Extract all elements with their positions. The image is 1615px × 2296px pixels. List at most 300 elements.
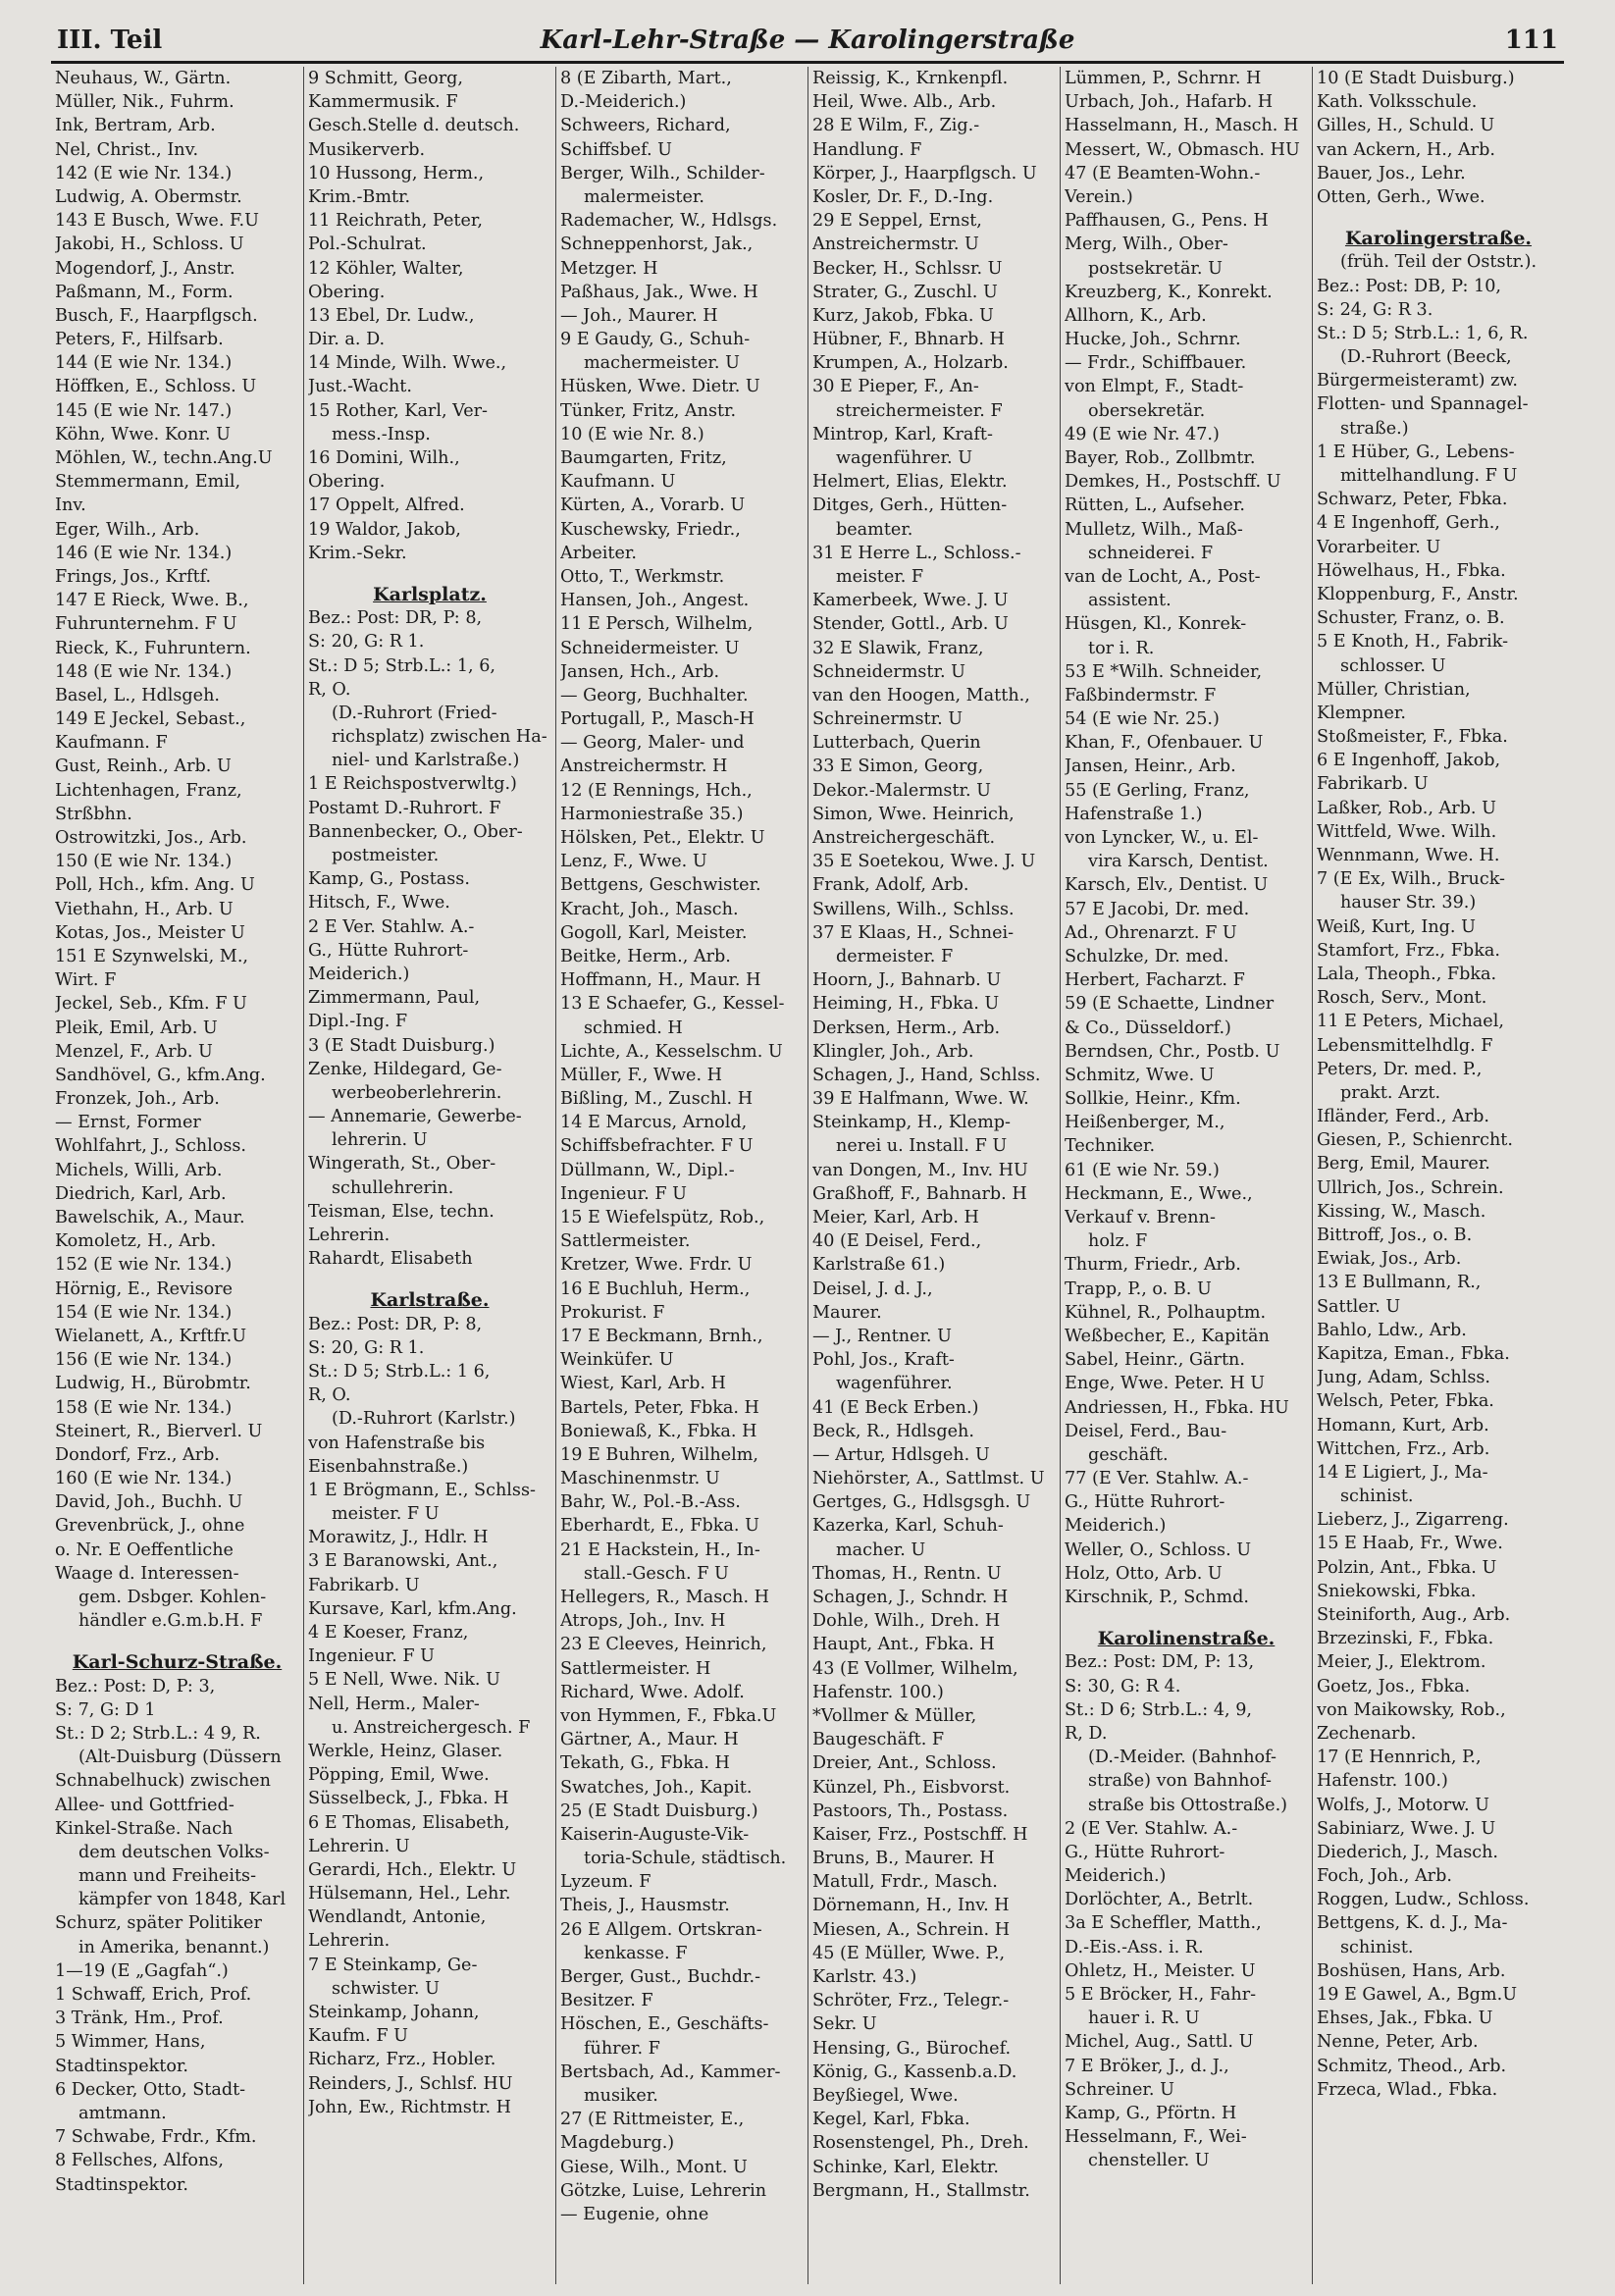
directory-entry: Wiest, Karl, Arb. H <box>560 1374 726 1394</box>
directory-entry: R, O. <box>308 679 351 700</box>
directory-entry: Ohletz, H., Meister. U <box>1065 1960 1256 1981</box>
directory-entry: Beyßiegel, Wwe. <box>812 2085 959 2106</box>
section-label: III. Teil <box>57 26 163 55</box>
directory-entry: Berg, Emil, Maurer. <box>1317 1154 1490 1174</box>
directory-entry: Beitke, Herm., Arb. <box>560 946 731 966</box>
directory-entry: Rosch, Serv., Mont. <box>1317 988 1487 1009</box>
directory-entry: Tünker, Fritz, Anstr. <box>560 400 737 421</box>
directory-entry: Tekath, G., Fbka. H <box>560 1753 730 1774</box>
directory-entry: geschäft. <box>1088 1444 1169 1465</box>
directory-entry: Helmert, Elias, Elektr. <box>812 472 1008 493</box>
directory-entry: von Elmpt, F., Stadt- <box>1065 377 1244 397</box>
directory-entry: Jansen, Hch., Arb. <box>560 661 720 682</box>
directory-entry: gem. Dsbger. Kohlen- <box>78 1588 267 1607</box>
directory-entry: Ifländer, Ferd., Arb. <box>1317 1107 1489 1127</box>
directory-entry: Kaufmann. F <box>55 733 168 754</box>
directory-entry: G., Hütte Ruhrort- <box>308 940 469 961</box>
directory-entry: Hafenstr. 100.) <box>1317 1771 1448 1792</box>
directory-entry: Kazerka, Karl, Schuh- <box>812 1516 1004 1537</box>
directory-entry: dem deutschen Volks- <box>78 1842 270 1862</box>
directory-entry: Bannenbecker, O., Ober- <box>308 821 523 842</box>
directory-entry: Michels, Willi, Arb. <box>55 1160 223 1180</box>
directory-entry: Maschinenmstr. U <box>560 1469 720 1489</box>
directory-entry: 152 (E wie Nr. 134.) <box>55 1255 233 1276</box>
directory-entry: Sollkie, Heinr., Kfm. <box>1065 1089 1241 1110</box>
directory-entry: Mintrop, Karl, Kraft- <box>812 424 993 444</box>
directory-entry: Düllmann, W., Dipl.- <box>560 1160 735 1180</box>
directory-entry: Bruns, B., Maurer. H <box>812 1849 995 1869</box>
directory-entry: 13 E Bullmann, R., <box>1317 1273 1482 1293</box>
directory-entry: St.: D 2; Strb.L.: 4 9, R. <box>55 1723 261 1744</box>
directory-entry: Mulletz, Wilh., Maß- <box>1065 519 1243 540</box>
directory-entry: Dondorf, Frz., Arb. <box>55 1444 220 1465</box>
directory-entry: 25 (E Stadt Duisburg.) <box>560 1800 758 1821</box>
directory-entry: 32 E Slawik, Franz, <box>812 638 984 658</box>
directory-entry: Haupt, Ant., Fbka. H <box>812 1635 995 1655</box>
directory-entry: Pleik, Emil, Arb. U <box>55 1018 218 1038</box>
directory-entry: Hucke, Joh., Schrnr. <box>1065 330 1241 350</box>
directory-entry: 15 Rother, Karl, Ver- <box>308 400 489 421</box>
directory-entry: Hitsch, F., Wwe. <box>308 893 450 913</box>
directory-entry: 1 E Reichspostverwltg.) <box>308 774 517 795</box>
directory-entry: Theis, J., Hausmstr. <box>560 1896 730 1916</box>
directory-entry: 19 E Buhren, Wilhelm, <box>560 1444 759 1465</box>
directory-entry: Ingenieur. F U <box>308 1646 435 1667</box>
directory-entry: Steinkamp, Johann, <box>308 2003 480 2022</box>
directory-entry: Kürten, A., Vorarb. U <box>560 496 746 516</box>
directory-entry: Grevenbrück, J., ohne <box>55 1516 245 1537</box>
directory-entry: von Lyncker, W., u. El- <box>1065 828 1259 848</box>
directory-entry: Hölsken, Pet., Elektr. U <box>560 828 765 848</box>
directory-entry: 12 Köhler, Walter, <box>308 258 464 279</box>
directory-entry: Krim.-Bmtr. <box>308 186 411 207</box>
directory-entry: 30 E Pieper, F., An- <box>812 377 979 397</box>
directory-entry: Bez.: Post: DB, P: 10, <box>1317 276 1501 296</box>
directory-entry: Enge, Wwe. Peter. H U <box>1065 1374 1266 1394</box>
directory-entry: 3a E Scheffler, Matth., <box>1065 1913 1262 1934</box>
directory-entry: Deisel, Ferd., Bau- <box>1065 1421 1227 1441</box>
directory-column <box>51 67 303 2284</box>
directory-entry: richsplatz) zwischen Ha- <box>332 727 547 748</box>
directory-entry: Bittroff, Jos., o. B. <box>1317 1226 1473 1245</box>
directory-entry: Sekr. U <box>812 2014 877 2035</box>
directory-entry: 5 E Knoth, H., Fabrik- <box>1317 632 1509 652</box>
directory-entry: meister. F <box>836 566 924 587</box>
directory-entry: Bayer, Rob., Zollbmtr. <box>1065 448 1256 468</box>
directory-entry: 154 (E wie Nr. 134.) <box>55 1302 233 1323</box>
directory-entry: Verkauf v. Brenn- <box>1065 1208 1216 1227</box>
directory-entry: Bauer, Jos., Lehr. <box>1317 163 1466 183</box>
directory-entry: Frings, Jos., Krftf. <box>55 566 212 587</box>
directory-entry: Weller, O., Schloss. U <box>1065 1539 1252 1560</box>
directory-entry: 19 Waldor, Jakob, <box>308 519 461 540</box>
directory-entry: Welsch, Peter, Fbka. <box>1317 1391 1494 1412</box>
directory-entry: Bez.: Post: DM, P: 13, <box>1065 1652 1255 1673</box>
directory-entry: von Hymmen, F., Fbka.U <box>560 1705 777 1726</box>
directory-entry: Karlstraße 61.) <box>812 1255 946 1276</box>
directory-entry: o. Nr. E Oeffentliche <box>55 1539 234 1560</box>
directory-entry: Richard, Wwe. Adolf. <box>560 1682 745 1702</box>
directory-entry: Swatches, Joh., Kapit. <box>560 1777 753 1798</box>
directory-entry: Dekor.-Malermstr. U <box>812 780 992 801</box>
directory-entry: Sniekowski, Fbka. <box>1317 1581 1477 1601</box>
directory-entry: *Vollmer & Müller, <box>812 1705 977 1726</box>
directory-entry: Hörnig, E., Revisore <box>55 1278 234 1299</box>
directory-entry: Matull, Frdr., Masch. <box>812 1872 998 1893</box>
directory-entry: Brzezinski, F., Fbka. <box>1317 1629 1494 1649</box>
directory-entry: musiker. <box>584 2085 658 2106</box>
directory-entry: 10 (E wie Nr. 8.) <box>560 424 704 444</box>
directory-entry: 142 (E wie Nr. 134.) <box>55 163 233 183</box>
directory-entry: Bertsbach, Ad., Kammer- <box>560 2061 781 2082</box>
directory-entry: 17 (E Hennrich, P., <box>1317 1748 1482 1768</box>
directory-entry: Jansen, Heinr., Arb. <box>1065 757 1236 777</box>
directory-entry: Sattlermeister. H <box>560 1658 711 1679</box>
directory-entry: Lebensmittelhdlg. F <box>1317 1035 1493 1056</box>
directory-entry: Werkle, Heinz, Glaser. <box>308 1741 503 1761</box>
directory-entry: holz. F <box>1088 1231 1148 1252</box>
directory-entry: Ingenieur. F U <box>560 1183 687 1204</box>
directory-entry: David, Joh., Buchh. U <box>55 1492 243 1513</box>
directory-entry: Menzel, F., Arb. U <box>55 1041 213 1062</box>
directory-entry: Eisenbahnstraße.) <box>308 1456 469 1477</box>
directory-entry: Anstreichermstr. U <box>812 235 979 255</box>
directory-entry: Gust, Reinh., Arb. U <box>55 757 232 777</box>
directory-entry: Stemmermann, Emil, <box>55 472 241 493</box>
directory-entry: Ludwig, A. Obermstr. <box>55 186 242 207</box>
directory-entry: Otto, T., Werkmstr. <box>560 566 725 587</box>
directory-entry: Süsselbeck, J., Fbka. H <box>308 1789 509 1809</box>
directory-entry: S: 24, G: R 3. <box>1317 299 1433 320</box>
directory-entry: Demkes, H., Postschff. U <box>1065 472 1281 493</box>
directory-entry: Urbach, Joh., Hafarb. H <box>1065 92 1274 113</box>
directory-entry: Anstreichermstr. H <box>560 757 728 777</box>
directory-entry: mann und Freiheits- <box>78 1866 257 1887</box>
directory-entry: van den Hoogen, Matth., <box>812 685 1030 705</box>
directory-entry: 16 E Buchluh, Herm., <box>560 1278 751 1299</box>
directory-entry: Kaufm. F U <box>308 2026 408 2047</box>
directory-entry: Bartels, Peter, Fbka. H <box>560 1397 759 1418</box>
directory-entry: Frank, Adolf, Arb. <box>812 875 969 896</box>
directory-entry: Bez.: Post: D, P: 3, <box>55 1676 216 1696</box>
directory-entry: Musikerverb. <box>308 139 426 160</box>
directory-entry: Derksen, Herm., Arb. <box>812 1018 1001 1038</box>
directory-entry: 10 Hussong, Herm., <box>308 163 485 183</box>
directory-entry: Schröter, Frz., Telegr.- <box>812 1991 1010 2011</box>
directory-entry: Kaiser, Frz., Postschff. H <box>812 1824 1028 1845</box>
directory-entry: Nenne, Peter, Arb. <box>1317 2032 1479 2053</box>
directory-entry: kenkasse. F <box>584 1943 688 1963</box>
directory-entry: macher. U <box>836 1539 926 1560</box>
directory-entry: 26 E Allgem. Ortskran- <box>560 1919 762 1940</box>
directory-entry: Hüsken, Wwe. Dietr. U <box>560 377 760 397</box>
directory-entry: Hoorn, J., Bahnarb. U <box>812 970 1002 991</box>
directory-entry: Steinkamp, H., Klemp- <box>812 1113 1011 1133</box>
directory-entry: toria-Schule, städtisch. <box>584 1849 787 1869</box>
directory-entry: Schiffsbef. U <box>560 139 672 160</box>
directory-entry: niel- und Karlstraße.) <box>332 751 520 771</box>
directory-entry: Schmitz, Wwe. U <box>1065 1065 1215 1085</box>
directory-entry: Sandhövel, G., kfm.Ang. <box>55 1065 266 1085</box>
directory-entry: Dorlöchter, A., Betrlt. <box>1065 1890 1254 1910</box>
directory-entry: Klempner. <box>1317 703 1406 723</box>
directory-entry: Kreuzberg, K., Konrekt. <box>1065 282 1273 302</box>
directory-entry: nerei u. Install. F U <box>836 1136 1008 1157</box>
directory-entry: Heil, Wwe. Alb., Arb. <box>812 92 997 113</box>
directory-entry: Zimmermann, Paul, <box>308 988 481 1009</box>
directory-entry: Thurm, Friedr., Arb. <box>1065 1255 1241 1276</box>
directory-entry: Karsch, Elv., Dentist. U <box>1065 875 1269 896</box>
directory-entry: vira Karsch, Dentist. <box>1088 852 1269 872</box>
directory-entry: Künzel, Ph., Eisbvorst. <box>812 1777 1011 1798</box>
directory-entry: Lehrerin. <box>308 1226 391 1245</box>
directory-entry: Wittfeld, Wwe. Wilh. <box>1317 821 1497 842</box>
directory-entry: Kirschnik, P., Schmd. <box>1065 1588 1250 1607</box>
directory-entry: Faßbindermstr. F <box>1065 685 1217 705</box>
directory-entry: Hoffmann, H., Maur. H <box>560 970 761 991</box>
directory-entry: 7 (E Ex, Wilh., Bruck- <box>1317 869 1505 890</box>
directory-entry: Höschen, E., Geschäfts- <box>560 2014 769 2035</box>
directory-entry: Allhorn, K., Arb. <box>1065 305 1207 326</box>
street-heading: Karolinenstraße. <box>1097 1628 1276 1650</box>
directory-entry: Techniker. <box>1065 1136 1156 1157</box>
directory-entry: Hesselmann, F., Wei- <box>1065 2127 1247 2148</box>
directory-entry: dermeister. F <box>836 946 954 966</box>
directory-entry: Diederich, J., Masch. <box>1317 1842 1499 1862</box>
directory-entry: schmied. H <box>584 1018 683 1038</box>
directory-entry: Atrops, Joh., Inv. H <box>560 1611 726 1632</box>
directory-entry: Trapp, P., o. B. U <box>1065 1278 1212 1299</box>
directory-entry: Schnabelhuck) zwischen <box>55 1771 271 1792</box>
directory-entry: Michel, Aug., Sattl. U <box>1065 2032 1254 2053</box>
directory-entry: Pol.-Schulrat. <box>308 235 427 255</box>
directory-entry: Karlstr. 43.) <box>812 1967 917 1987</box>
directory-entry: — Annemarie, Gewerbe- <box>308 1107 522 1127</box>
directory-column <box>808 67 1060 2284</box>
directory-entry: 23 E Cleeves, Heinrich, <box>560 1635 767 1655</box>
directory-entry: 14 E Marcus, Arnold, <box>560 1113 748 1133</box>
directory-entry: Khan, F., Ofenbauer. U <box>1065 733 1264 754</box>
directory-entry: Rahardt, Elisabeth <box>308 1249 473 1270</box>
directory-entry: Allee- und Gottfried- <box>55 1795 234 1815</box>
directory-entry: Obering. <box>308 282 386 302</box>
directory-entry: 15 E Haab, Fr., Wwe. <box>1317 1534 1503 1554</box>
directory-entry: St.: D 6; Strb.L.: 4, 9, <box>1065 1699 1252 1720</box>
directory-entry: Hülsemann, Hel., Lehr. <box>308 1884 511 1905</box>
directory-entry: führer. F <box>584 2038 660 2059</box>
directory-entry: Kaiserin-Auguste-Vik- <box>560 1824 750 1845</box>
directory-entry: Postamt D.-Ruhrort. F <box>308 798 501 818</box>
directory-entry: 16 Domini, Wilh., <box>308 448 460 468</box>
directory-entry: Paßhaus, Jak., Wwe. H <box>560 282 758 302</box>
directory-entry: Baumgarten, Fritz, <box>560 448 727 468</box>
directory-entry: mess.-Insp. <box>332 424 431 444</box>
directory-entry: Graßhoff, F., Bahnarb. H <box>812 1183 1027 1204</box>
directory-entry: Homann, Kurt, Arb. <box>1317 1415 1489 1435</box>
directory-entry: 5 E Bröcker, H., Fahr- <box>1065 1985 1257 2005</box>
directory-entry: 77 (E Ver. Stahlw. A.- <box>1065 1469 1249 1489</box>
page-header <box>51 22 1564 64</box>
directory-entry: John, Ew., Richtmstr. H <box>308 2097 512 2117</box>
directory-entry: 47 (E Beamten-Wohn.- <box>1065 163 1261 183</box>
directory-entry: 11 E Persch, Wilhelm, <box>560 614 754 635</box>
directory-entry: Rosenstengel, Ph., Dreh. <box>812 2133 1029 2154</box>
directory-entry: Hellegers, R., Masch. H <box>560 1588 769 1607</box>
directory-entry: (D.-Ruhrort (Beeck, <box>1340 347 1512 368</box>
directory-entry: Komoletz, H., Arb. <box>55 1231 217 1252</box>
directory-entry: Möhlen, W., techn.Ang.U <box>55 448 273 468</box>
directory-entry: Müller, F., Wwe. H <box>560 1065 722 1085</box>
directory-entry: St.: D 5; Strb.L.: 1, 6, R. <box>1317 323 1529 343</box>
directory-entry: Ullrich, Jos., Schrein. <box>1317 1177 1504 1198</box>
directory-entry: 144 (E wie Nr. 134.) <box>55 353 233 374</box>
directory-entry: schwister. U <box>332 1978 440 1999</box>
directory-entry: 2 (E Ver. Stahlw. A.- <box>1065 1818 1238 1839</box>
directory-entry: 2 E Ver. Stahlw. A.- <box>308 916 475 937</box>
directory-entry: Holz, Otto, Arb. U <box>1065 1563 1223 1584</box>
directory-entry: Sabiniarz, Wwe. J. U <box>1317 1818 1496 1839</box>
directory-entry: Giese, Wilh., Mont. U <box>560 2157 748 2177</box>
directory-entry: Simon, Wwe. Heinrich, <box>812 804 1015 824</box>
directory-entry: 7 Schwabe, Frdr., Kfm. <box>55 2127 257 2148</box>
directory-entry: Otten, Gerh., Wwe. <box>1317 186 1485 207</box>
directory-entry: van Ackern, H., Arb. <box>1317 139 1496 160</box>
directory-entry: postmeister. <box>332 846 440 865</box>
directory-column <box>555 67 808 2284</box>
directory-entry: malermeister. <box>584 186 704 207</box>
directory-entry: Schagen, J., Hand, Schlss. <box>812 1065 1041 1085</box>
directory-entry: Ostrowitzki, Jos., Arb. <box>55 828 247 848</box>
directory-entry: S: 20, G: R 1. <box>308 632 425 652</box>
directory-entry: 59 (E Schaette, Lindner <box>1065 994 1275 1015</box>
directory-entry: St.: D 5; Strb.L.: 1 6, <box>308 1361 491 1382</box>
directory-entry: Bez.: Post: DR, P: 8, <box>308 608 483 629</box>
directory-entry: (D.-Meider. (Bahnhof- <box>1088 1748 1276 1768</box>
directory-entry: Bawelschik, A., Maur. <box>55 1208 245 1227</box>
directory-entry: Maurer. <box>812 1302 882 1323</box>
directory-column <box>303 67 555 2284</box>
directory-entry: Diedrich, Karl, Arb. <box>55 1183 227 1204</box>
directory-entry: Miesen, A., Schrein. H <box>812 1919 1011 1940</box>
directory-entry: Pöpping, Emil, Wwe. <box>308 1765 490 1786</box>
directory-entry: Eberhardt, E., Fbka. U <box>560 1516 759 1537</box>
directory-entry: Sabel, Heinr., Gärtn. <box>1065 1350 1245 1371</box>
directory-entry: Berger, Gust., Buchdr.- <box>560 1967 761 1987</box>
directory-entry: assistent. <box>1088 591 1172 611</box>
directory-entry: 3 (E Stadt Duisburg.) <box>308 1035 495 1056</box>
directory-entry: Schreiner. U <box>1065 2079 1174 2100</box>
directory-entry: postsekretär. U <box>1088 258 1223 279</box>
directory-entry: 158 (E wie Nr. 134.) <box>55 1397 233 1418</box>
directory-entry: Kurz, Jakob, Fbka. U <box>812 305 994 326</box>
directory-entry: Steiniforth, Aug., Arb. <box>1317 1605 1511 1625</box>
directory-entry: 14 Minde, Wilh. Wwe., <box>308 353 507 374</box>
directory-entry: Basel, L., Hdlsgeh. <box>55 685 220 705</box>
directory-entry: (Alt-Duisburg (Düssern <box>78 1748 282 1768</box>
directory-entry: von Hafenstraße bis <box>308 1433 486 1453</box>
directory-entry: 14 E Ligiert, J., Ma- <box>1317 1462 1488 1483</box>
directory-entry: Schuster, Franz, o. B. <box>1317 608 1505 629</box>
directory-entry: Baugeschäft. F <box>812 1730 945 1750</box>
directory-entry: — J., Rentner. U <box>812 1326 952 1346</box>
directory-entry: 145 (E wie Nr. 147.) <box>55 400 233 421</box>
directory-entry: 13 Ebel, Dr. Ludw., <box>308 305 475 326</box>
directory-entry: Kapitza, Eman., Fbka. <box>1317 1343 1510 1364</box>
directory-entry: obersekretär. <box>1088 400 1206 421</box>
directory-entry: Meiderich.) <box>1065 1866 1167 1887</box>
directory-entry: Harmoniestraße 35.) <box>560 804 744 824</box>
directory-entry: Kotas, Jos., Meister U <box>55 922 245 943</box>
directory-entry: 1 E Brögmann, E., Schlss- <box>308 1480 536 1500</box>
directory-entry: Magdeburg.) <box>560 2133 675 2154</box>
directory-entry: Schwarz, Peter, Fbka. <box>1317 490 1508 510</box>
directory-entry: Fabrikarb. U <box>1317 774 1429 795</box>
directory-entry: Gärtner, A., Maur. H <box>560 1730 739 1750</box>
directory-entry: wagenführer. U <box>836 448 973 468</box>
directory-entry: 4 E Ingenhoff, Gerh., <box>1317 513 1500 534</box>
directory-entry: 54 (E wie Nr. 25.) <box>1065 709 1220 730</box>
directory-entry: (D.-Ruhrort (Karlstr.) <box>332 1409 516 1430</box>
directory-entry: Meier, Karl, Arb. H <box>812 1208 979 1227</box>
directory-entry: stall.-Gesch. F U <box>584 1563 729 1584</box>
directory-entry: 53 E *Wilh. Schneider, <box>1065 661 1263 682</box>
directory-entry: Merg, Wilh., Ober- <box>1065 235 1228 255</box>
directory-entry: Schiffsbefrachter. F U <box>560 1136 754 1157</box>
directory-entry: 9 Schmitt, Georg, <box>308 69 463 88</box>
directory-entry: Steinert, R., Bierverl. U <box>55 1421 263 1441</box>
directory-entry: Inv. <box>55 496 86 516</box>
directory-entry: van de Locht, A., Post- <box>1065 566 1261 587</box>
directory-entry: Sattlermeister. <box>560 1231 691 1252</box>
directory-entry: 143 E Busch, Wwe. F.U <box>55 211 259 232</box>
directory-entry: mittelhandlung. F U <box>1340 466 1518 486</box>
directory-entry: Berger, Wilh., Schilder- <box>560 163 765 183</box>
directory-entry: Lenz, F., Wwe. U <box>560 852 707 872</box>
directory-entry: Mogendorf, J., Anstr. <box>55 258 235 279</box>
directory-entry: Lehrerin. U <box>308 1836 410 1856</box>
directory-entry: Kamp, G., Postass. <box>308 869 470 890</box>
directory-entry: 40 (E Deisel, Ferd., <box>812 1231 982 1252</box>
directory-entry: Anstreichergeschäft. <box>812 828 996 848</box>
directory-entry: (D.-Ruhrort (Fried- <box>332 703 497 723</box>
directory-entry: — Joh., Maurer. H <box>560 305 718 326</box>
directory-entry: Richarz, Frz., Hobler. <box>308 2050 496 2070</box>
directory-entry: König, G., Kassenb.a.D. <box>812 2061 1017 2082</box>
directory-entry: Bettgens, Geschwister. <box>560 875 761 896</box>
directory-entry: Deisel, J. d. J., <box>812 1278 933 1299</box>
directory-entry: meister. F U <box>332 1504 440 1525</box>
directory-entry: Lichtenhagen, Franz, <box>55 780 242 801</box>
directory-entry: Messert, W., Obmasch. HU <box>1065 139 1300 160</box>
directory-entry: Schurz, später Politiker <box>55 1913 262 1934</box>
directory-entry: straße bis Ottostraße.) <box>1088 1795 1288 1815</box>
directory-entry: Vorarbeiter. U <box>1317 537 1441 557</box>
directory-entry: tor i. R. <box>1088 638 1155 658</box>
directory-entry: 13 E Schaefer, G., Kessel- <box>560 994 785 1015</box>
directory-entry: — Frdr., Schiffbauer. <box>1065 353 1247 374</box>
directory-entry: Ditges, Gerh., Hütten- <box>812 496 1008 516</box>
directory-entry: 43 (E Vollmer, Wilhelm, <box>812 1658 1018 1679</box>
directory-entry: Peters, Dr. med. P., <box>1317 1059 1483 1079</box>
directory-entry: Köhn, Wwe. Konr. U <box>55 424 231 444</box>
directory-entry: Rieck, K., Fuhruntern. <box>55 638 251 658</box>
directory-entry: Teisman, Else, techn. <box>308 1201 495 1222</box>
directory-entry: D.-Meiderich.) <box>560 92 687 113</box>
directory-entry: Kosler, Dr. F., D.-Ing. <box>812 186 994 207</box>
directory-entry: u. Anstreichergesch. F <box>332 1717 531 1738</box>
directory-entry: Kracht, Joh., Masch. <box>560 899 739 919</box>
directory-entry: Kammermusik. F <box>308 92 458 113</box>
